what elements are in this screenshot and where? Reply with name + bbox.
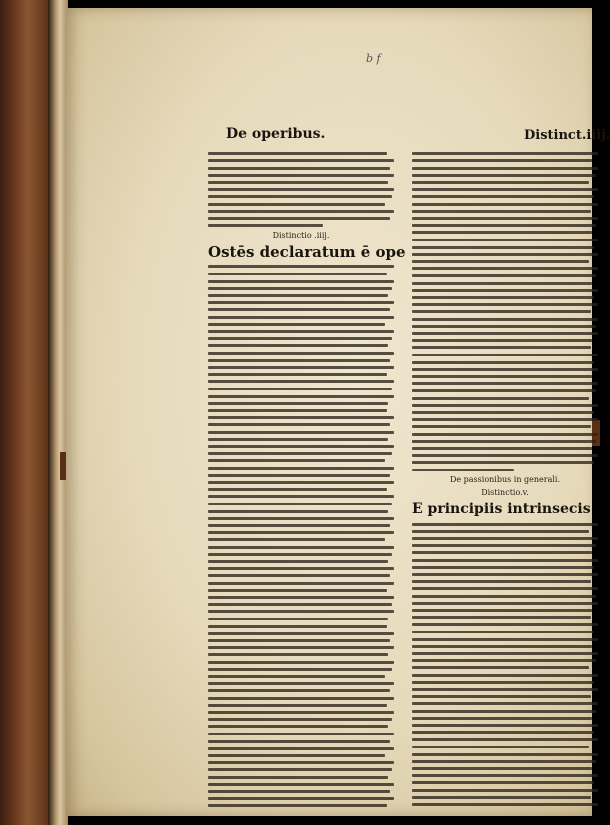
text-line xyxy=(208,316,394,319)
text-line xyxy=(412,461,594,464)
text-line xyxy=(412,246,594,249)
text-line xyxy=(208,675,385,678)
pencil-note: b f xyxy=(366,52,381,65)
section-title: Ostēs declaratum ē ope xyxy=(208,243,406,262)
text-line xyxy=(412,181,589,184)
text-line xyxy=(208,517,394,520)
text-column-left xyxy=(208,148,406,807)
text-line xyxy=(412,681,594,684)
text-line xyxy=(412,404,598,407)
text-line xyxy=(208,560,388,563)
text-line xyxy=(208,754,385,757)
text-line xyxy=(208,567,394,570)
text-line xyxy=(412,382,598,385)
text-line xyxy=(412,688,598,691)
text-line xyxy=(412,174,596,177)
text-line xyxy=(208,625,387,628)
text-line xyxy=(208,431,394,434)
text-line xyxy=(208,359,390,362)
text-line xyxy=(208,524,390,527)
text-line xyxy=(412,454,598,457)
text-line xyxy=(208,287,392,290)
text-line xyxy=(412,666,589,669)
text-line xyxy=(208,352,394,355)
text-line xyxy=(208,294,388,297)
text-line xyxy=(208,574,390,577)
text-line xyxy=(208,323,385,326)
text-line xyxy=(412,537,598,540)
text-line xyxy=(412,746,589,749)
text-line xyxy=(412,159,592,162)
text-line xyxy=(208,402,388,405)
text-line xyxy=(412,702,598,705)
text-line xyxy=(208,790,390,793)
text-line xyxy=(412,440,596,443)
text-line xyxy=(412,325,596,328)
text-line xyxy=(208,395,394,398)
text-line xyxy=(412,303,598,306)
text-line xyxy=(208,718,392,721)
text-line xyxy=(412,346,591,349)
text-line xyxy=(208,546,394,549)
text-line xyxy=(208,783,394,786)
text-line xyxy=(412,530,589,533)
text-line xyxy=(412,717,592,720)
text-line xyxy=(208,618,388,621)
text-line xyxy=(208,380,394,383)
text-line xyxy=(412,411,594,414)
text-line xyxy=(412,469,514,472)
text-line xyxy=(208,697,394,700)
text-line xyxy=(412,354,598,357)
binding-edge xyxy=(48,0,68,825)
running-header-left: De operibus. xyxy=(226,126,326,142)
text-line xyxy=(208,167,390,170)
section-rubric: Distinctio .iiij. xyxy=(272,231,330,241)
text-line xyxy=(208,481,394,484)
text-line xyxy=(208,388,392,391)
text-line xyxy=(208,330,394,333)
text-line xyxy=(412,389,596,392)
text-line xyxy=(412,652,598,655)
text-line xyxy=(412,433,598,436)
text-line xyxy=(208,174,394,177)
text-line xyxy=(412,623,598,626)
text-line xyxy=(208,653,388,656)
text-line xyxy=(208,668,392,671)
text-line xyxy=(412,318,598,321)
text-line xyxy=(208,280,394,283)
text-line xyxy=(208,589,387,592)
text-line xyxy=(412,587,598,590)
text-line xyxy=(412,695,591,698)
text-line xyxy=(208,553,392,556)
text-line xyxy=(412,760,596,763)
text-line xyxy=(208,224,323,227)
text-line xyxy=(412,274,596,277)
text-line xyxy=(412,224,596,227)
text-line xyxy=(208,188,394,191)
text-line xyxy=(412,659,596,662)
text-line xyxy=(412,375,592,378)
text-line xyxy=(412,774,598,777)
text-line xyxy=(208,661,394,664)
text-line xyxy=(208,337,392,340)
text-line xyxy=(208,610,394,613)
text-line xyxy=(412,296,594,299)
text-line xyxy=(412,595,596,598)
text-line xyxy=(208,733,394,736)
text-line xyxy=(412,731,594,734)
text-line xyxy=(208,203,385,206)
text-line xyxy=(412,260,589,263)
text-line xyxy=(208,474,390,477)
text-line xyxy=(412,425,591,428)
text-line xyxy=(412,217,598,220)
text-line xyxy=(412,789,598,792)
text-line xyxy=(208,210,394,213)
text-line xyxy=(208,416,394,419)
text-line xyxy=(208,344,388,347)
text-line xyxy=(208,538,385,541)
text-line xyxy=(208,761,394,764)
text-line xyxy=(208,273,387,276)
text-line xyxy=(208,582,394,585)
text-line xyxy=(412,397,589,400)
text-line xyxy=(208,438,388,441)
text-line xyxy=(208,704,387,707)
book-page xyxy=(66,8,610,816)
text-line xyxy=(412,573,598,576)
text-line xyxy=(412,267,598,270)
text-line xyxy=(412,167,598,170)
text-line xyxy=(412,231,592,234)
text-line xyxy=(208,423,390,426)
text-line xyxy=(208,488,387,491)
text-line xyxy=(412,368,598,371)
text-line xyxy=(412,523,598,526)
text-line xyxy=(412,152,598,155)
text-line xyxy=(412,418,598,421)
text-line xyxy=(208,740,390,743)
text-line xyxy=(412,710,596,713)
text-line xyxy=(208,409,387,412)
text-line xyxy=(208,682,394,685)
text-line xyxy=(412,803,598,806)
text-line xyxy=(208,495,394,498)
text-line xyxy=(208,776,388,779)
text-line xyxy=(412,724,598,727)
text-line xyxy=(208,646,394,649)
text-line xyxy=(412,631,594,634)
text-line xyxy=(412,767,592,770)
text-line xyxy=(208,467,394,470)
text-line xyxy=(208,195,392,198)
text-line xyxy=(208,711,394,714)
text-line xyxy=(412,310,591,313)
text-line xyxy=(208,459,385,462)
text-line xyxy=(412,580,591,583)
text-line xyxy=(412,645,592,648)
text-line xyxy=(208,632,394,635)
text-line xyxy=(208,445,394,448)
text-line xyxy=(412,210,591,213)
text-line xyxy=(208,308,390,311)
text-line xyxy=(412,195,594,198)
text-line xyxy=(412,188,598,191)
text-line xyxy=(208,510,388,513)
text-line xyxy=(412,544,596,547)
text-line xyxy=(412,239,598,242)
text-line xyxy=(208,531,394,534)
text-line xyxy=(208,152,387,155)
text-line xyxy=(208,768,392,771)
section-rubric: De passionibus in generali. xyxy=(449,475,561,485)
text-line xyxy=(208,301,394,304)
text-line xyxy=(412,447,592,450)
text-line xyxy=(208,265,394,268)
text-line xyxy=(412,609,592,612)
text-line xyxy=(208,366,394,369)
text-line xyxy=(412,559,598,562)
text-column-right xyxy=(412,148,598,806)
text-line xyxy=(412,253,598,256)
text-line xyxy=(412,674,598,677)
text-line xyxy=(412,203,598,206)
text-line xyxy=(208,689,390,692)
text-line xyxy=(412,361,594,364)
running-header-right: Distinct.iiij. xyxy=(524,128,610,143)
text-line xyxy=(208,373,387,376)
text-line xyxy=(412,332,598,335)
text-line xyxy=(208,603,392,606)
text-line xyxy=(412,551,592,554)
text-line xyxy=(208,217,390,220)
section-rubric: Distinctio.v. xyxy=(481,488,529,498)
text-line xyxy=(208,503,392,506)
text-line xyxy=(412,753,598,756)
text-line xyxy=(412,289,598,292)
text-line xyxy=(208,596,394,599)
text-line xyxy=(412,566,594,569)
text-line xyxy=(208,804,387,807)
text-line xyxy=(412,781,594,784)
text-line xyxy=(208,725,388,728)
text-line xyxy=(412,282,592,285)
text-line xyxy=(412,638,598,641)
text-line xyxy=(412,602,598,605)
text-line xyxy=(208,452,392,455)
section-title: E principiis intrinsecis xyxy=(412,501,591,518)
text-line xyxy=(208,639,390,642)
text-line xyxy=(412,339,592,342)
text-line xyxy=(412,616,591,619)
text-line xyxy=(208,797,394,800)
text-line xyxy=(208,181,388,184)
text-line xyxy=(412,738,598,741)
text-line xyxy=(208,159,394,162)
text-line xyxy=(208,747,394,750)
text-line xyxy=(412,796,591,799)
